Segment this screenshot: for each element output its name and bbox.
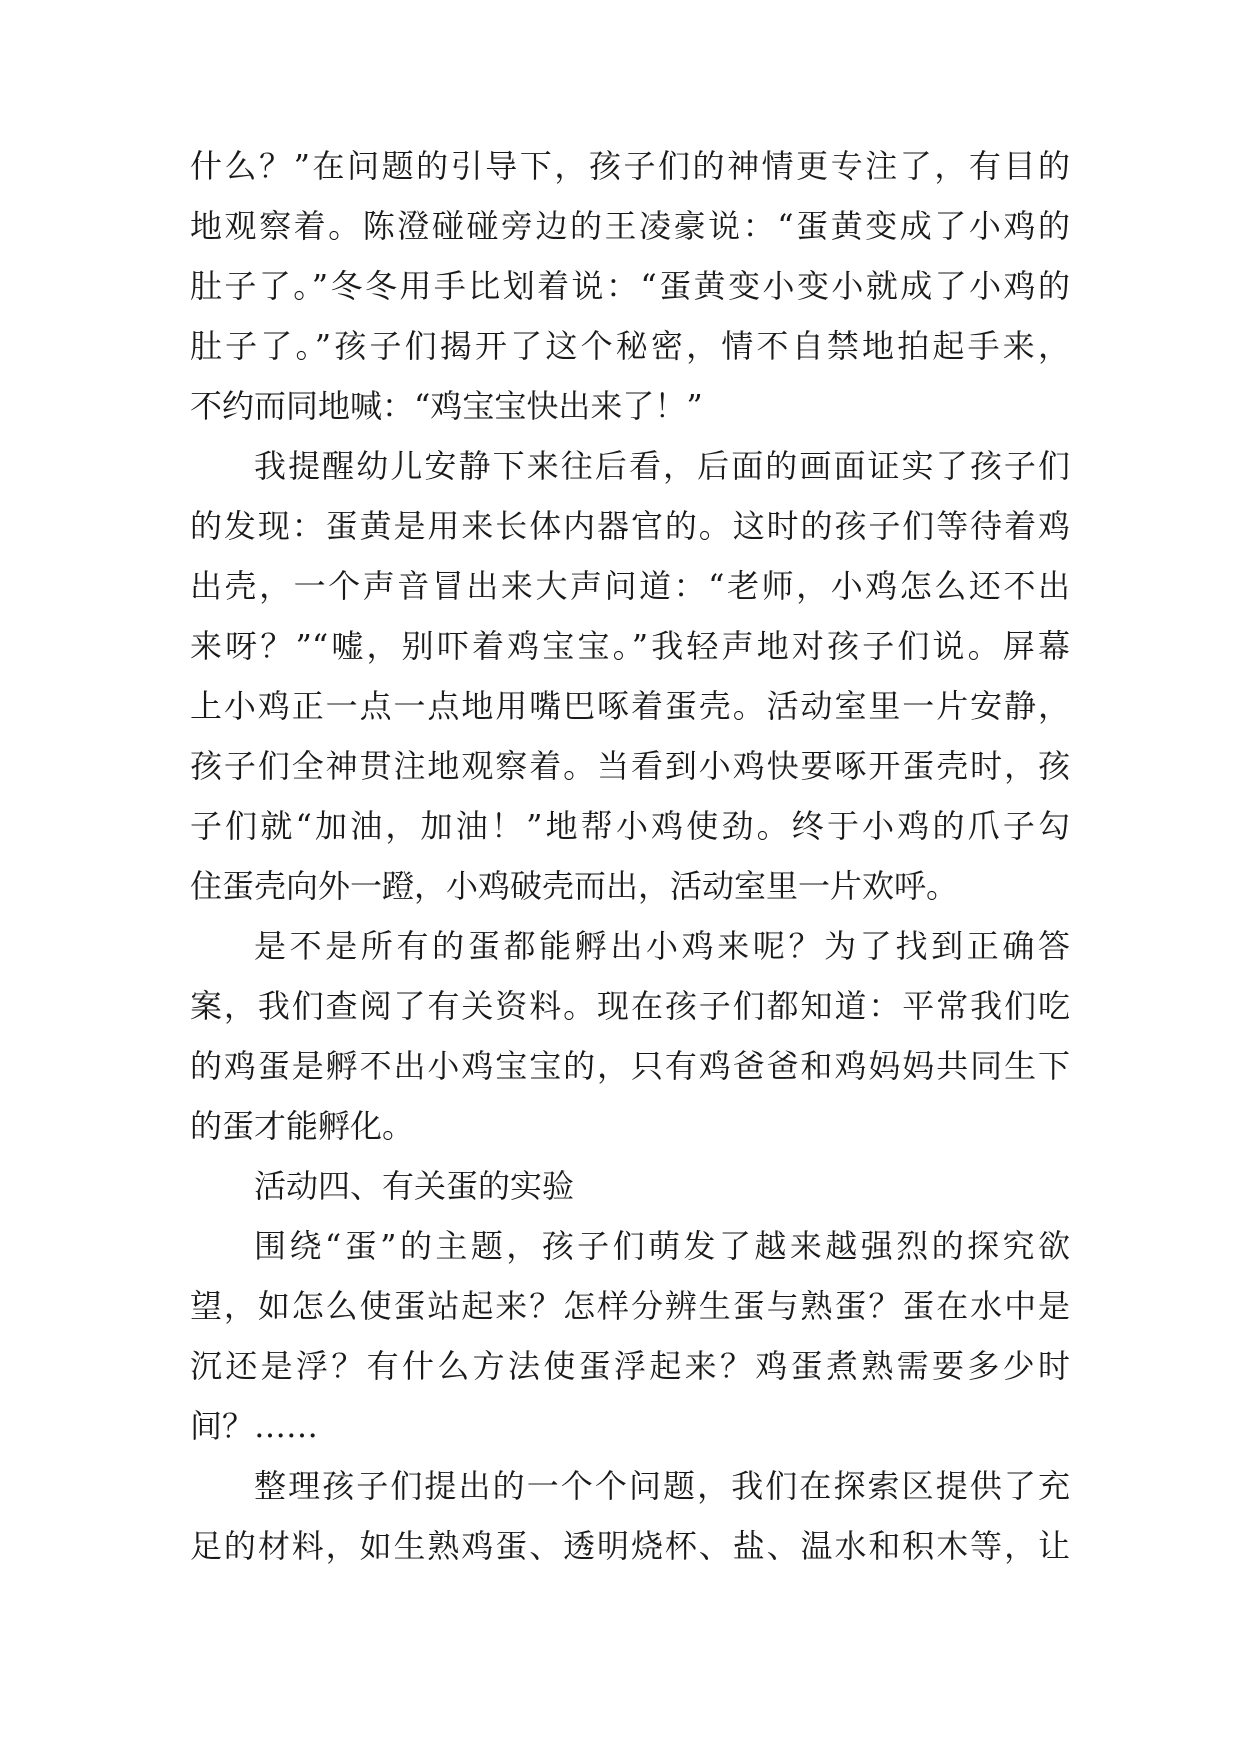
text-line: 地观察着。陈澄碰碰旁边的王凌豪说：“蛋黄变成了小鸡的 xyxy=(190,207,1070,245)
section-heading: 活动四、有关蛋的实验 xyxy=(254,1167,575,1205)
text-line: 的发现：蛋黄是用来长体内器官的。这时的孩子们等待着鸡 xyxy=(190,507,1070,545)
text-line: 围绕“蛋”的主题，孩子们萌发了越来越强烈的探究欲 xyxy=(254,1227,1070,1265)
text-line: 整理孩子们提出的一个个问题，我们在探索区提供了充 xyxy=(254,1467,1070,1505)
text-line: 的蛋才能孵化。 xyxy=(190,1107,415,1145)
text-line: 出壳，一个声音冒出来大声问道：“老师，小鸡怎么还不出 xyxy=(190,567,1070,605)
text-line: 足的材料，如生熟鸡蛋、透明烧杯、盐、温水和积木等，让 xyxy=(190,1527,1070,1565)
text-line: 来呀？”“嘘，别吓着鸡宝宝。”我轻声地对孩子们说。屏幕 xyxy=(190,627,1070,665)
text-line: 间？…… xyxy=(190,1407,319,1445)
text-line: 什么？”在问题的引导下，孩子们的神情更专注了，有目的 xyxy=(190,147,1070,185)
text-line: 上小鸡正一点一点地用嘴巴啄着蛋壳。活动室里一片安静， xyxy=(190,687,1070,725)
text-line: 肚子了。”冬冬用手比划着说：“蛋黄变小变小就成了小鸡的 xyxy=(190,267,1070,305)
text-line: 子们就“加油，加油！”地帮小鸡使劲。终于小鸡的爪子勾 xyxy=(190,807,1070,845)
text-line: 我提醒幼儿安静下来往后看，后面的画面证实了孩子们 xyxy=(254,447,1070,485)
text-line: 的鸡蛋是孵不出小鸡宝宝的，只有鸡爸爸和鸡妈妈共同生下 xyxy=(190,1047,1070,1085)
text-line: 案，我们查阅了有关资料。现在孩子们都知道：平常我们吃 xyxy=(190,987,1070,1025)
text-line: 不约而同地喊：“鸡宝宝快出来了！” xyxy=(190,387,703,425)
text-line: 孩子们全神贯注地观察着。当看到小鸡快要啄开蛋壳时，孩 xyxy=(190,747,1070,785)
text-line: 肚子了。”孩子们揭开了这个秘密，情不自禁地拍起手来， xyxy=(190,327,1070,365)
text-line: 望，如怎么使蛋站起来？怎样分辨生蛋与熟蛋？蛋在水中是 xyxy=(190,1287,1070,1325)
text-line: 沉还是浮？有什么方法使蛋浮起来？鸡蛋煮熟需要多少时 xyxy=(190,1347,1070,1385)
text-line: 住蛋壳向外一蹬，小鸡破壳而出，活动室里一片欢呼。 xyxy=(190,867,959,905)
text-line: 是不是所有的蛋都能孵出小鸡来呢？为了找到正确答 xyxy=(254,927,1070,965)
